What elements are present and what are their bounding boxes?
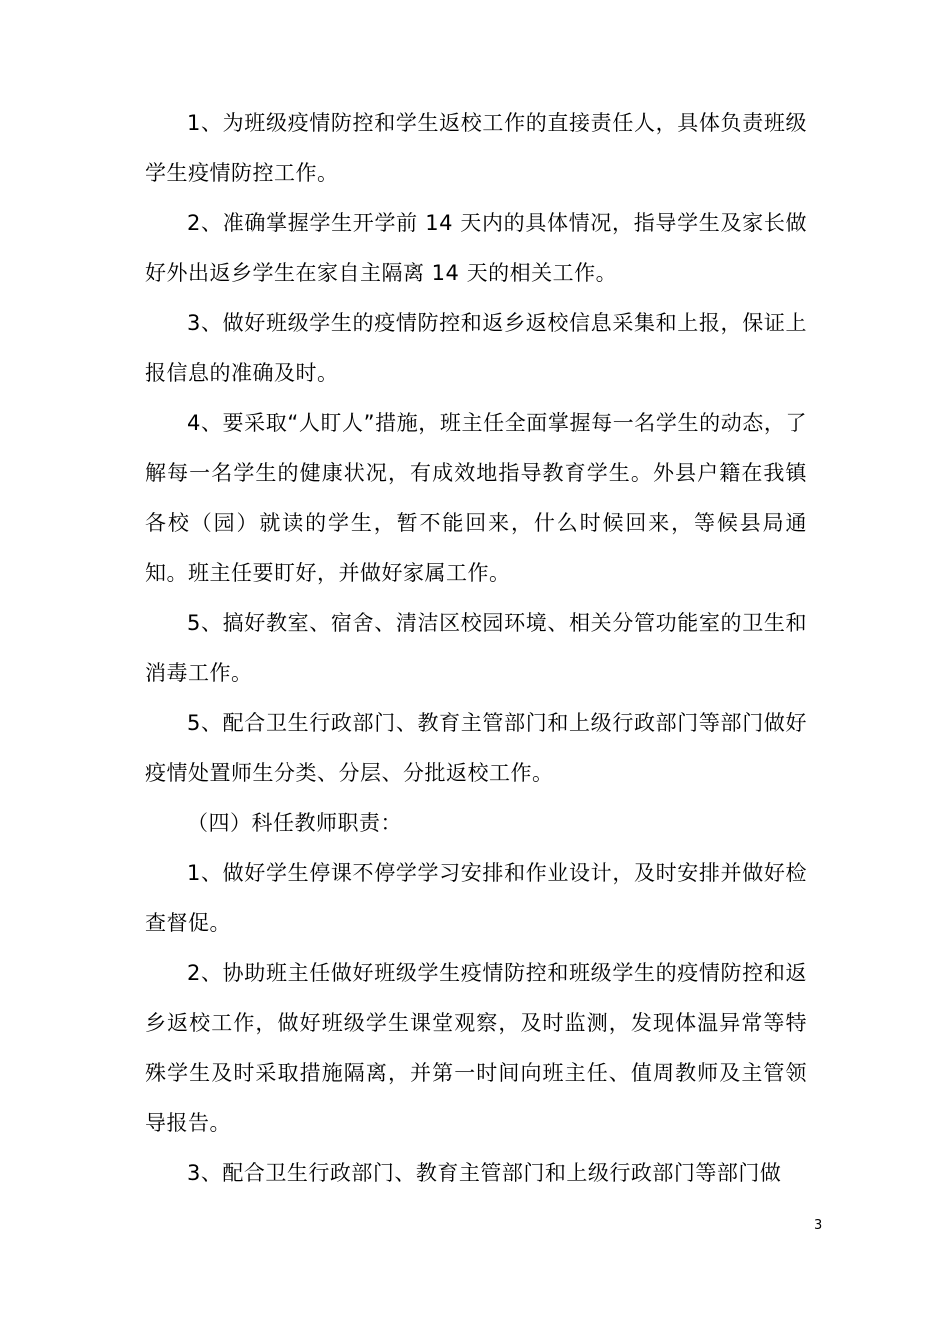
paragraph-class-teacher-duty-5a: 5、搞好教室、宿舍、清洁区校园环境、相关分管功能室的卫生和消毒工作。 [145,611,807,685]
paragraph-class-teacher-duty-5b: 5、配合卫生行政部门、教育主管部门和上级行政部门等部门做好疫情处置师生分类、分层、分批返校工作。 [145,711,807,785]
document-body [145,98,807,1198]
paragraph-class-teacher-duty-1: 1、为班级疫情防控和学生返校工作的直接责任人，具体负责班级学生疫情防控工作。 [145,111,807,185]
section-heading-subject-teacher: （四）科任教师职责： [187,811,402,835]
paragraph-class-teacher-duty-2: 2、准确掌握学生开学前 14 天内的具体情况，指导学生及家长做好外出返乡学生在家自主隔离 14 天的相关工作。 [145,211,807,285]
paragraph-class-teacher-duty-3: 3、做好班级学生的疫情防控和返乡返校信息采集和上报，保证上报信息的准确及时。 [145,311,807,385]
paragraph-class-teacher-duty-4: 4、要采取“人盯人”措施，班主任全面掌握每一名学生的动态，了解每一名学生的健康状况，有成效地指导教育学生。外县户籍在我镇各校（园）就读的学生，暂不能回来，什么时候回来，等候县局通知。班主任要盯好，并做好家属工作。 [145,411,807,585]
page-number: 3 [814,1218,823,1233]
paragraph-subject-teacher-duty-1: 1、做好学生停课不停学学习安排和作业设计，及时安排并做好检查督促。 [145,861,807,935]
paragraph-subject-teacher-duty-3: 3、配合卫生行政部门、教育主管部门和上级行政部门等部门做 [187,1161,782,1185]
paragraph-subject-teacher-duty-2: 2、协助班主任做好班级学生疫情防控和班级学生的疫情防控和返乡返校工作，做好班级学生课堂观察，及时监测，发现体温异常等特殊学生及时采取措施隔离，并第一时间向班主任、值周教师及主管领导报告。 [145,961,807,1135]
